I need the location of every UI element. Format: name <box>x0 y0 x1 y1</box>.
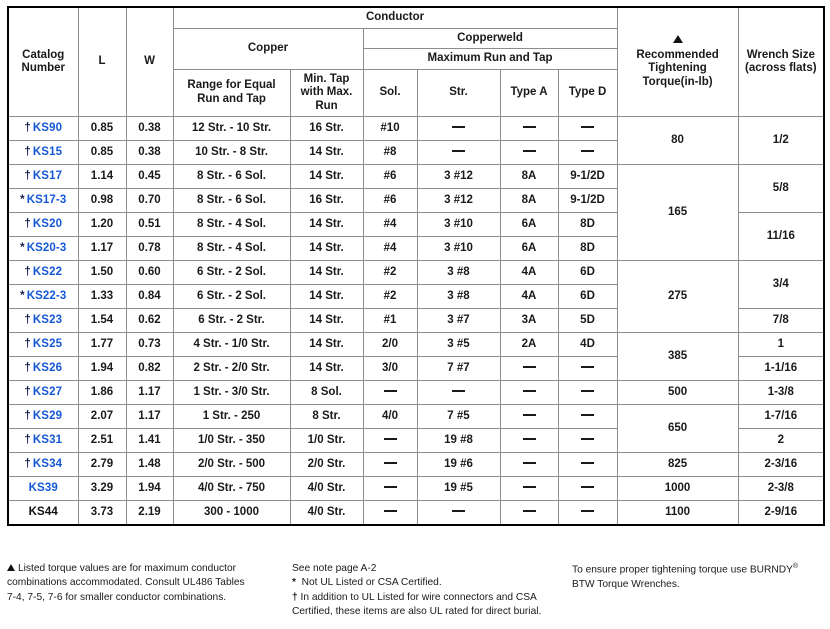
cell-type-a: 6A <box>500 237 558 261</box>
header-l: L <box>78 7 126 117</box>
dash-icon <box>523 462 536 464</box>
catalog-number-text: KS27 <box>32 386 63 399</box>
dagger-marker: † <box>24 266 31 279</box>
cell-sol: #4 <box>363 237 417 261</box>
cell-type-a <box>500 429 558 453</box>
table-row <box>8 477 824 501</box>
table-header <box>8 7 824 117</box>
footnote-star: * Not UL Listed or CSA Certified. <box>292 577 442 589</box>
dagger-marker: † <box>24 218 31 231</box>
header-str: Str. <box>417 69 500 117</box>
cell-sol: #6 <box>363 165 417 189</box>
cell-type-a: 2A <box>500 333 558 357</box>
cell-range-equal-run-tap: 8 Str. - 4 Sol. <box>173 237 290 261</box>
cell-type-a: 3A <box>500 309 558 333</box>
dash-icon <box>384 438 397 440</box>
cell-w: 1.94 <box>126 477 173 501</box>
footnote-dagger: † In addition to UL Listed for wire connectors and CSA <box>292 591 537 603</box>
cell-type-d: 6D <box>558 285 617 309</box>
cell-catalog-number <box>8 165 78 189</box>
header-w: W <box>126 7 173 117</box>
footnote-torque-line3: 7-4, 7-5, 7-6 for smaller conductor combinations. <box>7 591 227 603</box>
cell-str: 3 #10 <box>417 237 500 261</box>
catalog-number-text: KS25 <box>32 338 63 351</box>
header-wrench-size <box>738 7 824 117</box>
header-torque <box>617 7 738 117</box>
catalog-number-text: KS44 <box>28 506 58 519</box>
cell-range-equal-run-tap: 8 Str. - 6 Sol. <box>173 189 290 213</box>
cell-w: 0.73 <box>126 333 173 357</box>
cell-catalog-number <box>8 237 78 261</box>
cell-str: 3 #12 <box>417 189 500 213</box>
cell-type-d: 8D <box>558 213 617 237</box>
cell-wrench-size: 2 <box>738 429 824 453</box>
cell-type-d: 4D <box>558 333 617 357</box>
cell-catalog-number <box>8 285 78 309</box>
cell-range-equal-run-tap: 2/0 Str. - 500 <box>173 453 290 477</box>
dash-icon <box>581 462 594 464</box>
cell-str: 3 #8 <box>417 261 500 285</box>
cell-l: 0.85 <box>78 117 126 141</box>
cell-catalog-number <box>8 405 78 429</box>
cell-type-a <box>500 477 558 501</box>
cell-tightening-torque: 1100 <box>617 501 738 526</box>
header-type-a: Type A <box>500 69 558 117</box>
cell-str: 3 #12 <box>417 165 500 189</box>
header-torque-line1: Recommended <box>636 48 719 61</box>
cell-range-equal-run-tap: 300 - 1000 <box>173 501 290 526</box>
table-row <box>8 405 824 429</box>
cell-w: 0.70 <box>126 189 173 213</box>
dash-icon <box>384 486 397 488</box>
dash-icon <box>581 390 594 392</box>
cell-sol: 3/0 <box>363 357 417 381</box>
cell-sol <box>363 501 417 526</box>
cell-type-d: 5D <box>558 309 617 333</box>
cell-min-tap-max-run: 4/0 Str. <box>290 501 363 526</box>
cell-tightening-torque: 650 <box>617 405 738 453</box>
catalog-number-text: KS22 <box>32 266 63 279</box>
cell-range-equal-run-tap: 6 Str. - 2 Sol. <box>173 261 290 285</box>
cell-type-d <box>558 381 617 405</box>
cell-l: 3.29 <box>78 477 126 501</box>
cell-str: 3 #7 <box>417 309 500 333</box>
cell-catalog-number <box>8 501 78 526</box>
cell-tightening-torque: 500 <box>617 381 738 405</box>
dash-icon <box>523 150 536 152</box>
dash-icon <box>523 438 536 440</box>
cell-tightening-torque: 165 <box>617 165 738 261</box>
cell-sol <box>363 429 417 453</box>
table-row <box>8 501 824 526</box>
cell-type-d <box>558 501 617 526</box>
dash-icon <box>384 462 397 464</box>
cell-range-equal-run-tap: 8 Str. - 6 Sol. <box>173 165 290 189</box>
cell-catalog-number <box>8 357 78 381</box>
cell-wrench-size: 3/4 <box>738 261 824 309</box>
cell-wrench-size: 1/2 <box>738 117 824 165</box>
cell-type-a: 8A <box>500 189 558 213</box>
cell-range-equal-run-tap: 2 Str. - 2/0 Str. <box>173 357 290 381</box>
dagger-marker: † <box>24 314 31 327</box>
catalog-number-text: KS39 <box>28 482 58 495</box>
cell-min-tap-max-run: 14 Str. <box>290 237 363 261</box>
header-sol: Sol. <box>363 69 417 117</box>
cell-str <box>417 141 500 165</box>
cell-sol: #6 <box>363 189 417 213</box>
table-row <box>8 333 824 357</box>
cell-range-equal-run-tap: 4 Str. - 1/0 Str. <box>173 333 290 357</box>
cell-str: 3 #5 <box>417 333 500 357</box>
dash-icon <box>581 126 594 128</box>
cell-catalog-number <box>8 429 78 453</box>
cell-type-d <box>558 117 617 141</box>
catalog-number-text: KS20 <box>32 218 63 231</box>
cell-wrench-size: 2-3/8 <box>738 477 824 501</box>
cell-str <box>417 381 500 405</box>
table-row <box>8 117 824 141</box>
cell-w: 0.38 <box>126 117 173 141</box>
dash-icon <box>523 414 536 416</box>
cell-type-a <box>500 357 558 381</box>
cell-w: 1.17 <box>126 381 173 405</box>
cell-w: 1.41 <box>126 429 173 453</box>
table-row <box>8 165 824 189</box>
cell-str <box>417 501 500 526</box>
cell-type-d <box>558 453 617 477</box>
cell-type-d <box>558 141 617 165</box>
table-row <box>8 453 824 477</box>
cell-str <box>417 117 500 141</box>
cell-l: 2.79 <box>78 453 126 477</box>
cell-range-equal-run-tap: 10 Str. - 8 Str. <box>173 141 290 165</box>
cell-sol: #8 <box>363 141 417 165</box>
cell-type-a: 4A <box>500 261 558 285</box>
cell-l: 1.33 <box>78 285 126 309</box>
catalog-number-text: KS23 <box>32 314 63 327</box>
cell-type-d: 6D <box>558 261 617 285</box>
dash-icon <box>384 510 397 512</box>
cell-sol <box>363 477 417 501</box>
cell-min-tap-max-run: 16 Str. <box>290 189 363 213</box>
cell-type-d <box>558 429 617 453</box>
cell-sol: #1 <box>363 309 417 333</box>
cell-wrench-size: 7/8 <box>738 309 824 333</box>
dash-icon <box>452 150 465 152</box>
cell-w: 0.38 <box>126 141 173 165</box>
header-type-d: Type D <box>558 69 617 117</box>
cell-str: 3 #8 <box>417 285 500 309</box>
cell-w: 0.84 <box>126 285 173 309</box>
cell-min-tap-max-run: 14 Str. <box>290 261 363 285</box>
cell-type-a <box>500 381 558 405</box>
cell-w: 0.78 <box>126 237 173 261</box>
header-range-equal-run-tap: Range for Equal Run and Tap <box>173 69 290 117</box>
cell-l: 1.54 <box>78 309 126 333</box>
cell-min-tap-max-run: 14 Str. <box>290 213 363 237</box>
dash-icon <box>523 510 536 512</box>
dash-icon <box>581 366 594 368</box>
dash-icon <box>581 414 594 416</box>
cell-catalog-number <box>8 141 78 165</box>
dagger-marker: † <box>24 434 31 447</box>
header-max-run-tap: Maximum Run and Tap <box>363 49 617 70</box>
cell-w: 1.17 <box>126 405 173 429</box>
cell-sol: 2/0 <box>363 333 417 357</box>
cell-catalog-number <box>8 189 78 213</box>
cell-tightening-torque: 275 <box>617 261 738 333</box>
dagger-marker: † <box>24 170 31 183</box>
cell-sol: 4/0 <box>363 405 417 429</box>
catalog-number-text: KS26 <box>32 362 63 375</box>
cell-min-tap-max-run: 14 Str. <box>290 141 363 165</box>
cell-wrench-size: 1-7/16 <box>738 405 824 429</box>
cell-min-tap-max-run: 2/0 Str. <box>290 453 363 477</box>
cell-l: 2.07 <box>78 405 126 429</box>
cell-range-equal-run-tap: 8 Str. - 4 Sol. <box>173 213 290 237</box>
cell-range-equal-run-tap: 1 Str. - 3/0 Str. <box>173 381 290 405</box>
cell-wrench-size: 1-1/16 <box>738 357 824 381</box>
connector-spec-table <box>7 6 825 526</box>
header-catalog-number: Catalog Number <box>8 7 78 117</box>
cell-tightening-torque: 385 <box>617 333 738 381</box>
cell-l: 1.50 <box>78 261 126 285</box>
cell-catalog-number <box>8 333 78 357</box>
cell-min-tap-max-run: 16 Str. <box>290 117 363 141</box>
cell-wrench-size: 2-9/16 <box>738 501 824 526</box>
cell-sol: #10 <box>363 117 417 141</box>
cell-str: 3 #10 <box>417 213 500 237</box>
cell-l: 1.77 <box>78 333 126 357</box>
cell-wrench-size: 11/16 <box>738 213 824 261</box>
cell-catalog-number <box>8 261 78 285</box>
cell-min-tap-max-run: 14 Str. <box>290 285 363 309</box>
footnotes <box>7 562 823 620</box>
cell-str: 19 #5 <box>417 477 500 501</box>
cell-str: 7 #5 <box>417 405 500 429</box>
cell-type-d <box>558 357 617 381</box>
header-min-tap-max-run: Min. Tap with Max. Run <box>290 69 363 117</box>
cell-type-d: 9-1/2D <box>558 165 617 189</box>
header-copperweld: Copperweld <box>363 28 617 49</box>
catalog-number-text: KS29 <box>32 410 63 423</box>
header-conductor: Conductor <box>173 7 617 28</box>
footnote-see-note: See note page A-2 <box>292 563 377 574</box>
dash-icon <box>384 390 397 392</box>
dash-icon <box>523 486 536 488</box>
cell-l: 1.86 <box>78 381 126 405</box>
dash-icon <box>523 126 536 128</box>
cell-wrench-size: 5/8 <box>738 165 824 213</box>
cell-min-tap-max-run: 14 Str. <box>290 333 363 357</box>
cell-catalog-number <box>8 477 78 501</box>
dash-icon <box>523 390 536 392</box>
cell-w: 0.51 <box>126 213 173 237</box>
dash-icon <box>581 510 594 512</box>
cell-min-tap-max-run: 4/0 Str. <box>290 477 363 501</box>
cell-w: 1.48 <box>126 453 173 477</box>
footnote-dagger-cont: Certified, these items are also UL rated for direct burial. <box>292 606 542 618</box>
cell-l: 1.94 <box>78 357 126 381</box>
footnote-wrench <box>572 562 823 620</box>
catalog-number-text: KS20-3 <box>26 242 67 255</box>
dash-icon <box>581 150 594 152</box>
cell-l: 2.51 <box>78 429 126 453</box>
footnote-wrench-line1: To ensure proper tightening torque use BURNDY® <box>572 563 799 576</box>
cell-wrench-size: 2-3/16 <box>738 453 824 477</box>
table-row <box>8 261 824 285</box>
cell-wrench-size: 1 <box>738 333 824 357</box>
asterisk-marker: * <box>20 194 25 207</box>
catalog-number-text: KS17-3 <box>26 194 67 207</box>
cell-sol: #2 <box>363 285 417 309</box>
cell-catalog-number <box>8 117 78 141</box>
dagger-marker: † <box>24 386 31 399</box>
cell-sol <box>363 381 417 405</box>
cell-type-a: 8A <box>500 165 558 189</box>
dagger-marker: † <box>24 362 31 375</box>
footnote-torque <box>7 562 292 620</box>
cell-l: 1.17 <box>78 237 126 261</box>
cell-l: 1.14 <box>78 165 126 189</box>
header-torque-line2: Tightening <box>648 62 707 75</box>
asterisk-marker: * <box>20 242 25 255</box>
header-wrench-line1: Wrench Size <box>746 48 815 61</box>
cell-tightening-torque: 80 <box>617 117 738 165</box>
cell-wrench-size: 1-3/8 <box>738 381 824 405</box>
cell-str: 19 #8 <box>417 429 500 453</box>
dash-icon <box>523 366 536 368</box>
dagger-marker: † <box>24 338 31 351</box>
dash-icon <box>581 486 594 488</box>
cell-l: 0.85 <box>78 141 126 165</box>
footnote-wrench-line2: BTW Torque Wrenches. <box>572 578 680 590</box>
cell-sol: #2 <box>363 261 417 285</box>
asterisk-marker: * <box>20 290 25 303</box>
cell-range-equal-run-tap: 12 Str. - 10 Str. <box>173 117 290 141</box>
cell-range-equal-run-tap: 6 Str. - 2 Str. <box>173 309 290 333</box>
dash-icon <box>581 438 594 440</box>
table-row <box>8 381 824 405</box>
dash-icon <box>452 126 465 128</box>
cell-w: 0.62 <box>126 309 173 333</box>
header-copper: Copper <box>173 28 363 69</box>
triangle-up-icon <box>7 564 15 571</box>
cell-type-d <box>558 477 617 501</box>
cell-l: 0.98 <box>78 189 126 213</box>
dagger-marker: † <box>24 410 31 423</box>
cell-min-tap-max-run: 14 Str. <box>290 309 363 333</box>
cell-min-tap-max-run: 8 Sol. <box>290 381 363 405</box>
cell-type-a <box>500 453 558 477</box>
dagger-marker: † <box>24 458 31 471</box>
header-torque-line3: Torque(in-lb) <box>642 75 713 88</box>
catalog-number-text: KS17 <box>32 170 63 183</box>
cell-type-a <box>500 405 558 429</box>
dash-icon <box>452 510 465 512</box>
cell-type-a <box>500 501 558 526</box>
catalog-number-text: KS90 <box>32 122 63 135</box>
dagger-marker: † <box>24 146 31 159</box>
triangle-up-icon <box>673 35 683 43</box>
cell-type-d: 9-1/2D <box>558 189 617 213</box>
dagger-marker: † <box>24 122 31 135</box>
header-wrench-line2: (across flats) <box>745 62 817 75</box>
cell-sol: #4 <box>363 213 417 237</box>
cell-type-a <box>500 117 558 141</box>
cell-range-equal-run-tap: 4/0 Str. - 750 <box>173 477 290 501</box>
cell-catalog-number <box>8 453 78 477</box>
cell-tightening-torque: 1000 <box>617 477 738 501</box>
cell-w: 0.45 <box>126 165 173 189</box>
cell-tightening-torque: 825 <box>617 453 738 477</box>
cell-str: 19 #6 <box>417 453 500 477</box>
cell-sol <box>363 453 417 477</box>
cell-min-tap-max-run: 14 Str. <box>290 357 363 381</box>
catalog-number-text: KS22-3 <box>26 290 67 303</box>
cell-catalog-number <box>8 309 78 333</box>
cell-catalog-number <box>8 381 78 405</box>
footnote-torque-line1: Listed torque values are for maximum conductor <box>7 562 280 576</box>
cell-min-tap-max-run: 14 Str. <box>290 165 363 189</box>
cell-l: 3.73 <box>78 501 126 526</box>
cell-w: 0.60 <box>126 261 173 285</box>
footnote-torque-line2: combinations accommodated. Consult UL486 Tables <box>7 577 245 589</box>
cell-min-tap-max-run: 8 Str. <box>290 405 363 429</box>
catalog-number-text: KS15 <box>32 146 63 159</box>
cell-catalog-number <box>8 213 78 237</box>
footnote-listings <box>292 562 572 620</box>
cell-range-equal-run-tap: 1 Str. - 250 <box>173 405 290 429</box>
cell-l: 1.20 <box>78 213 126 237</box>
catalog-number-text: KS31 <box>32 434 63 447</box>
cell-type-d: 8D <box>558 237 617 261</box>
cell-min-tap-max-run: 1/0 Str. <box>290 429 363 453</box>
cell-w: 0.82 <box>126 357 173 381</box>
table-body <box>8 117 824 526</box>
cell-w: 2.19 <box>126 501 173 526</box>
cell-str: 7 #7 <box>417 357 500 381</box>
cell-type-a: 6A <box>500 213 558 237</box>
cell-range-equal-run-tap: 1/0 Str. - 350 <box>173 429 290 453</box>
cell-type-a: 4A <box>500 285 558 309</box>
dash-icon <box>452 390 465 392</box>
cell-type-d <box>558 405 617 429</box>
cell-type-a <box>500 141 558 165</box>
catalog-number-text: KS34 <box>32 458 63 471</box>
cell-range-equal-run-tap: 6 Str. - 2 Sol. <box>173 285 290 309</box>
